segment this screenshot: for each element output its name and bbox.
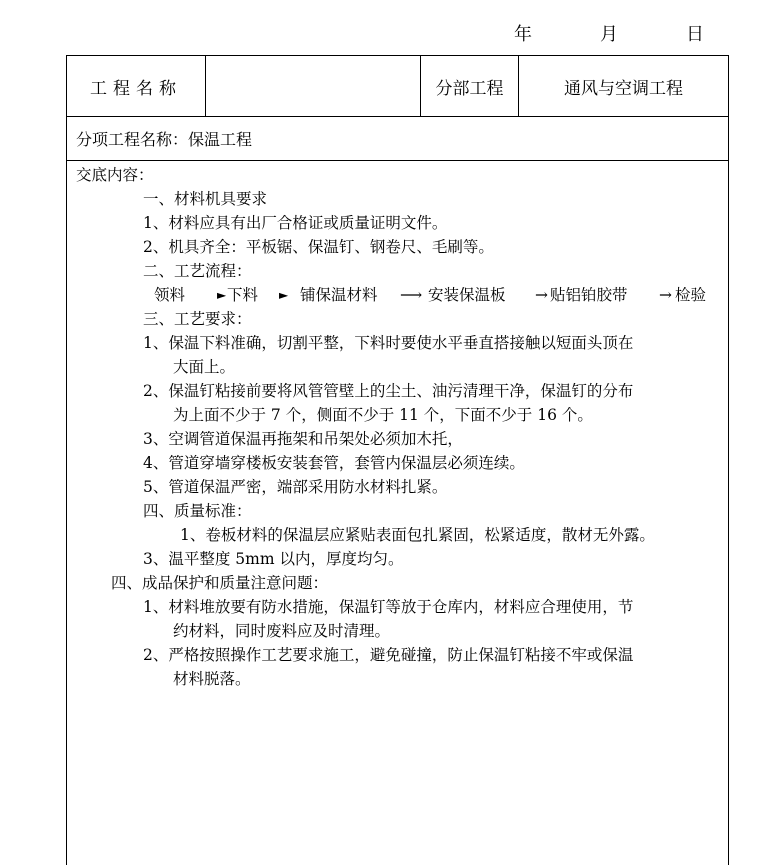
date-line bbox=[0, 20, 780, 44]
content-line: 四、质量标准： bbox=[143, 502, 252, 520]
subitem-name: 分项工程名称：保温工程 bbox=[76, 130, 253, 149]
flow-step: 安装保温板 bbox=[428, 286, 506, 304]
content-line: 3、空调管道保温再拖架和吊架处必须加木托， bbox=[143, 430, 463, 448]
flow-arrow-icon: → bbox=[535, 286, 548, 304]
content-line: 1、材料堆放要有防水措施，保温钉等放于仓库内，材料应合理使用，节 bbox=[143, 598, 634, 616]
content-line: 4、管道穿墙穿楼板安装套管，套管内保温层必须连续。 bbox=[143, 454, 525, 472]
division-label: 分部工程 bbox=[421, 56, 519, 116]
flow-step: 下料 bbox=[227, 286, 259, 304]
project-name-value bbox=[206, 56, 421, 116]
flow-step: 检验 bbox=[675, 286, 707, 304]
flow-step: 领料 bbox=[154, 286, 186, 304]
content-line: 二、工艺流程： bbox=[143, 262, 252, 280]
content-intro: 交底内容： bbox=[76, 166, 154, 184]
content-line: 1、保温下料准确，切割平整，下料时要使水平垂直搭接触以短面头顶在 bbox=[143, 334, 634, 352]
content-line: 大面上。 bbox=[173, 358, 236, 376]
date-year: 年 bbox=[514, 24, 532, 45]
content-line: 一、材料机具要求 bbox=[143, 190, 268, 208]
date-month: 月 bbox=[600, 24, 618, 45]
project-name-label: 工程名称 bbox=[67, 56, 206, 116]
content-line: 1、材料应具有出厂合格证或质量证明文件。 bbox=[143, 214, 448, 232]
flow-arrow-icon: → bbox=[659, 286, 672, 304]
content-line: 2、机具齐全：平板锯、保温钉、钢卷尺、毛刷等。 bbox=[143, 238, 494, 256]
content-line: 三、工艺要求： bbox=[143, 310, 252, 328]
content-line: 5、管道保温严密，端部采用防水材料扎紧。 bbox=[143, 478, 448, 496]
header-row bbox=[67, 56, 728, 117]
content-line: 2、保温钉粘接前要将风管管壁上的尘土、油污清理干净，保温钉的分布 bbox=[143, 382, 634, 400]
content-line: 1、卷板材料的保温层应紧贴表面包扎紧固，松紧适度，散材无外露。 bbox=[180, 526, 655, 544]
process-flow: 领料 ► 下料 ► 铺保温材料 ⟶ 安装保温板 → 贴铝铂胶带 → 检验 bbox=[154, 286, 707, 304]
content-line: 3、温平整度 5mm 以内，厚度均匀。 bbox=[143, 550, 404, 568]
division-value: 通风与空调工程 bbox=[564, 78, 683, 99]
subitem-row bbox=[67, 117, 728, 161]
flow-arrow-icon: ⟶ bbox=[400, 286, 423, 304]
content-line: 约材料，同时废料应及时清理。 bbox=[173, 622, 391, 640]
date-day: 日 bbox=[686, 24, 704, 45]
flow-step: 铺保温材料 bbox=[300, 286, 378, 304]
content-line: 材料脱落。 bbox=[173, 670, 251, 688]
content-line: 2、严格按照操作工艺要求施工，避免碰撞，防止保温钉粘接不牢或保温 bbox=[143, 646, 634, 664]
content-line: 为上面不少于 7 个，侧面不少于 11 个，下面不少于 16 个。 bbox=[173, 406, 593, 424]
disclosure-form bbox=[66, 55, 729, 865]
content-line: 四、成品保护和质量注意问题： bbox=[111, 574, 329, 592]
flow-step: 贴铝铂胶带 bbox=[550, 286, 628, 304]
